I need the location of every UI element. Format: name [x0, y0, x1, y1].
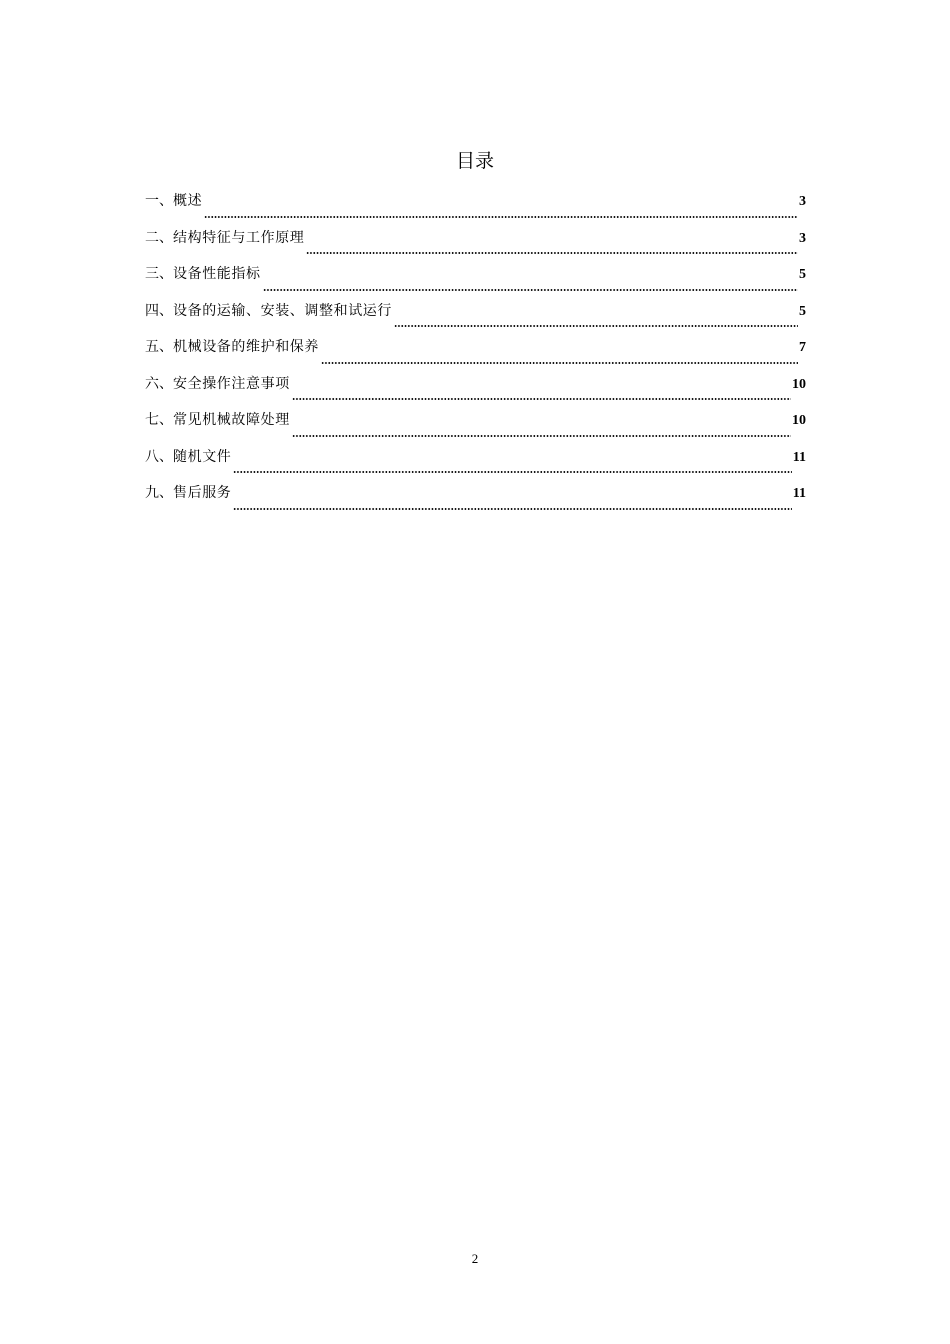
toc-entry-installation[interactable] — [145, 299, 806, 336]
toc-entry-title: 机械设备的维护和保养 — [173, 339, 319, 355]
toc-entry-page: 11 — [792, 486, 806, 501]
toc-entry-number: 六、 — [145, 375, 173, 392]
toc-entry-page: 7 — [799, 340, 806, 355]
toc-entry-number: 七、 — [145, 412, 173, 428]
page-title: 目录 — [455, 150, 494, 172]
toc-entry-title: 安全操作注意事项 — [173, 375, 290, 392]
toc-entry-troubleshooting[interactable] — [145, 408, 806, 445]
toc-entry-number: 二、 — [145, 229, 173, 246]
toc-entry-title: 结构特征与工作原理 — [173, 229, 305, 246]
toc-entry-number: 五、 — [145, 339, 173, 355]
toc-entry-number: 一、 — [145, 193, 173, 209]
toc-entry-maintenance[interactable] — [145, 335, 806, 372]
page-number: 2 — [471, 1251, 479, 1266]
toc-entry-number: 八、 — [145, 448, 173, 465]
toc-entry-page: 3 — [799, 194, 806, 209]
toc-entry-number: 三、 — [145, 266, 173, 282]
toc-entry-page: 5 — [799, 303, 806, 319]
dot-leader — [306, 252, 798, 254]
toc-entry-title: 售后服务 — [173, 485, 232, 501]
toc-entry-title: 概述 — [173, 193, 203, 209]
toc-entry-after-sales[interactable] — [145, 481, 806, 518]
toc-entry-title: 设备的运输、安装、调整和试运行 — [173, 302, 392, 319]
dot-leader — [233, 471, 791, 473]
toc-entry-structure[interactable] — [145, 226, 806, 263]
toc-entry-number: 九、 — [145, 485, 173, 501]
toc-entry-page: 11 — [792, 449, 806, 465]
dot-leader — [394, 325, 798, 327]
table-of-contents — [145, 189, 806, 518]
toc-entry-overview[interactable] — [145, 189, 806, 226]
dot-leader — [321, 362, 798, 364]
toc-entry-page: 5 — [799, 267, 806, 282]
toc-entry-title: 随机文件 — [173, 448, 232, 465]
dot-leader — [233, 508, 791, 510]
toc-entry-page: 3 — [799, 230, 806, 246]
toc-entry-page: 10 — [792, 413, 806, 428]
toc-entry-number: 四、 — [145, 302, 173, 319]
toc-entry-safety[interactable] — [145, 372, 806, 409]
toc-entry-title: 常见机械故障处理 — [173, 412, 290, 428]
dot-leader — [292, 398, 791, 400]
dot-leader — [292, 435, 791, 437]
dot-leader — [263, 289, 798, 291]
toc-entry-title: 设备性能指标 — [173, 266, 261, 282]
toc-entry-documents[interactable] — [145, 445, 806, 482]
dot-leader — [204, 216, 798, 218]
toc-entry-page: 10 — [792, 376, 806, 392]
toc-entry-performance[interactable] — [145, 262, 806, 299]
